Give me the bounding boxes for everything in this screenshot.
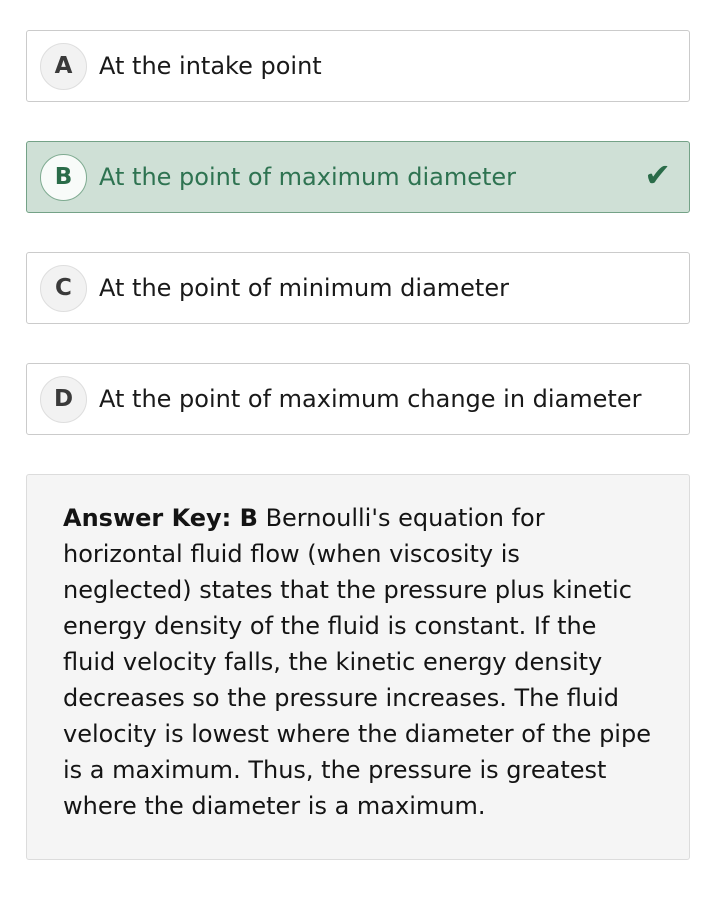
option-letter: D (53, 386, 74, 412)
option-letter: C (55, 275, 72, 301)
option-b-text: At the point of maximum diameter (99, 163, 516, 191)
answer-key-panel (26, 474, 690, 860)
answer-key-label: Answer Key: B (63, 504, 258, 532)
answer-option-c[interactable] (26, 252, 690, 324)
answer-option-a[interactable] (26, 30, 690, 102)
answer-option-b-correct[interactable] (26, 141, 690, 213)
option-d-letter-badge (40, 376, 87, 423)
check-icon: ✔ (644, 156, 671, 194)
option-d-text: At the point of maximum change in diameter (99, 385, 642, 413)
option-letter: B (54, 164, 73, 190)
answer-option-d[interactable] (26, 363, 690, 435)
quiz-answer-review (26, 0, 690, 860)
option-letter: A (54, 53, 73, 79)
option-a-text: At the intake point (99, 52, 322, 80)
option-a-letter-badge (40, 43, 87, 90)
answer-key-explanation: Bernoulli's equation for horizontal fluid flow (when viscosity is neglected) states that the pressure plus kinetic energy density of the fluid is constant. If the fluid velocity falls, the kinetic energy density decreases so the pressure increases. The fluid velocity is lowest where the diameter of the pipe is a maximum. Thus, the pressure is greatest where the diameter is a maximum. (63, 504, 651, 820)
option-c-letter-badge (40, 265, 87, 312)
option-b-letter-badge (40, 154, 87, 201)
option-c-text: At the point of minimum diameter (99, 274, 509, 302)
